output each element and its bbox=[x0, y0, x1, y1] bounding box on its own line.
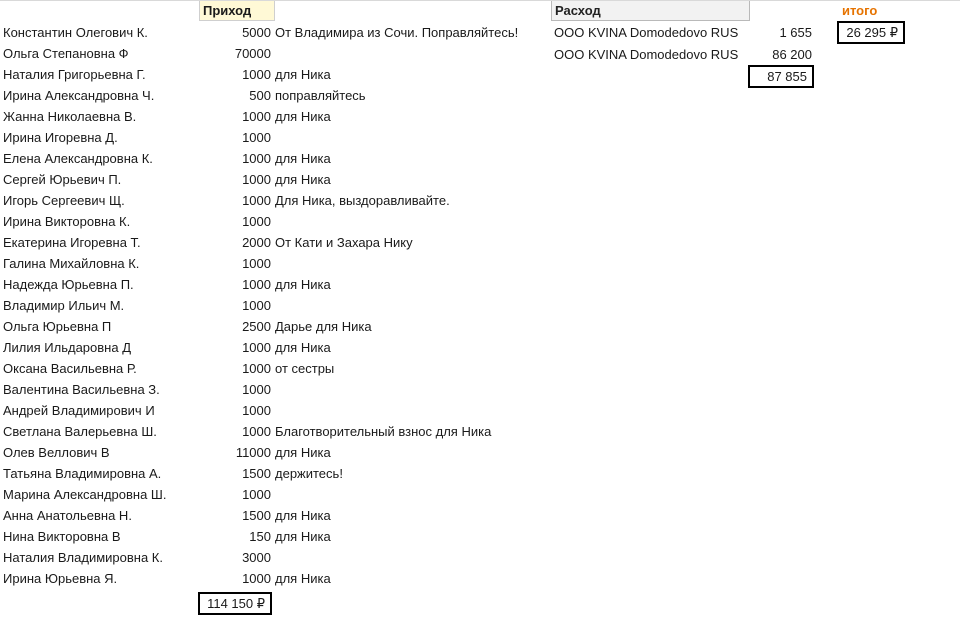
table-row bbox=[0, 22, 560, 43]
donor-name-cell[interactable]: Ирина Александровна Ч. bbox=[3, 88, 155, 103]
table-row bbox=[0, 148, 560, 169]
table-row bbox=[0, 400, 560, 421]
note-cell[interactable]: для Ника bbox=[275, 571, 331, 586]
donor-name-cell[interactable]: Анна Анатольевна Н. bbox=[3, 508, 132, 523]
table-row bbox=[0, 232, 560, 253]
donor-name-cell[interactable]: Константин Олегович К. bbox=[3, 25, 148, 40]
donor-name-cell[interactable]: Нина Викторовна В bbox=[3, 529, 121, 544]
table-row bbox=[0, 43, 560, 64]
note-cell[interactable]: Для Ника, выздоравливайте. bbox=[275, 193, 450, 208]
table-row bbox=[0, 85, 560, 106]
amount-cell[interactable]: 5000 bbox=[242, 25, 271, 40]
total-header-cell[interactable]: итого bbox=[842, 3, 878, 18]
amount-cell[interactable]: 500 bbox=[249, 88, 271, 103]
table-row bbox=[0, 211, 560, 232]
amount-cell[interactable]: 1000 bbox=[242, 277, 271, 292]
amount-cell[interactable]: 1000 bbox=[242, 172, 271, 187]
donor-name-cell[interactable]: Ирина Игоревна Д. bbox=[3, 130, 118, 145]
table-row bbox=[0, 547, 560, 568]
note-cell[interactable]: для Ника bbox=[275, 151, 331, 166]
note-cell[interactable]: От Владимира из Сочи. Поправляйтесь! bbox=[275, 25, 519, 40]
income-total-cell[interactable]: 114 150 ₽ bbox=[198, 592, 272, 615]
amount-cell[interactable]: 1000 bbox=[242, 571, 271, 586]
donor-name-cell[interactable]: Светлана Валерьевна Ш. bbox=[3, 424, 157, 439]
donor-name-cell[interactable]: Валентина Васильевна З. bbox=[3, 382, 160, 397]
amount-cell[interactable]: 1000 bbox=[242, 298, 271, 313]
donor-name-cell[interactable]: Елена Александровна К. bbox=[3, 151, 153, 166]
donor-name-cell[interactable]: Екатерина Игоревна Т. bbox=[3, 235, 141, 250]
note-cell[interactable]: от сестры bbox=[275, 361, 335, 376]
note-cell[interactable]: для Ника bbox=[275, 508, 331, 523]
table-row bbox=[0, 274, 560, 295]
amount-cell[interactable]: 70000 bbox=[234, 46, 271, 61]
donor-name-cell[interactable]: Татьяна Владимировна А. bbox=[3, 466, 162, 481]
amount-cell[interactable]: 1500 bbox=[242, 508, 271, 523]
note-cell[interactable]: Дарье для Ника bbox=[275, 319, 372, 334]
table-row bbox=[0, 568, 560, 589]
donor-name-cell[interactable]: Ирина Викторовна К. bbox=[3, 214, 131, 229]
amount-cell[interactable]: 1500 bbox=[242, 466, 271, 481]
amount-cell[interactable]: 1000 bbox=[242, 256, 271, 271]
donor-name-cell[interactable]: Надежда Юрьевна П. bbox=[3, 277, 134, 292]
table-row bbox=[0, 127, 560, 148]
note-cell[interactable]: для Ника bbox=[275, 277, 331, 292]
amount-cell[interactable]: 1000 bbox=[242, 361, 271, 376]
table-row bbox=[0, 169, 560, 190]
donor-name-cell[interactable]: Наталия Григорьевна Г. bbox=[3, 67, 146, 82]
donor-name-cell[interactable]: Ольга Юрьевна П bbox=[3, 319, 112, 334]
donor-name-cell[interactable]: Владимир Ильич М. bbox=[3, 298, 125, 313]
table-row bbox=[0, 295, 560, 316]
donor-name-cell[interactable]: Игорь Сергеевич Щ. bbox=[3, 193, 125, 208]
amount-cell[interactable]: 1000 bbox=[242, 340, 271, 355]
note-cell[interactable]: для Ника bbox=[275, 445, 331, 460]
note-cell[interactable]: поправляйтесь bbox=[275, 88, 366, 103]
amount-cell[interactable]: 1000 bbox=[242, 382, 271, 397]
table-row bbox=[0, 484, 560, 505]
expense-payee-cell[interactable]: ООО KVINA Domodedovo RUS bbox=[554, 25, 739, 40]
table-row bbox=[0, 421, 560, 442]
expense-amount-cell[interactable]: 86 200 bbox=[772, 47, 812, 62]
note-cell[interactable]: для Ника bbox=[275, 529, 331, 544]
donor-name-cell[interactable]: Андрей Владимирович И bbox=[3, 403, 155, 418]
expense-total-cell[interactable]: 87 855 bbox=[748, 65, 814, 88]
table-row bbox=[0, 337, 560, 358]
amount-cell[interactable]: 1000 bbox=[242, 130, 271, 145]
note-cell[interactable]: Благотворительный взнос для Ника bbox=[275, 424, 492, 439]
amount-cell[interactable]: 1000 bbox=[242, 214, 271, 229]
table-row bbox=[0, 190, 560, 211]
donor-name-cell[interactable]: Жанна Николаевна В. bbox=[3, 109, 137, 124]
note-cell[interactable]: для Ника bbox=[275, 340, 331, 355]
amount-cell[interactable]: 1000 bbox=[242, 109, 271, 124]
amount-cell[interactable]: 11000 bbox=[235, 445, 271, 460]
table-row bbox=[0, 316, 560, 337]
amount-cell[interactable]: 1000 bbox=[242, 487, 271, 502]
table-row bbox=[0, 379, 560, 400]
note-cell[interactable]: держитесь! bbox=[275, 466, 343, 481]
table-row bbox=[0, 463, 560, 484]
table-row bbox=[0, 253, 560, 274]
grand-total-cell[interactable]: 26 295 ₽ bbox=[837, 21, 905, 44]
expense-header-cell[interactable]: Расход bbox=[551, 1, 750, 21]
amount-cell[interactable]: 150 bbox=[249, 529, 271, 544]
amount-cell[interactable]: 1000 bbox=[242, 67, 271, 82]
donor-name-cell[interactable]: Олев Веллович В bbox=[3, 445, 110, 460]
expense-amount-cell[interactable]: 1 655 bbox=[779, 25, 812, 40]
table-row bbox=[0, 442, 560, 463]
top-divider bbox=[0, 0, 960, 1]
table-row bbox=[0, 106, 560, 127]
table-row bbox=[0, 505, 560, 526]
donor-name-cell[interactable]: Ольга Степановна Ф bbox=[3, 46, 129, 61]
amount-cell[interactable]: 1000 bbox=[242, 403, 271, 418]
amount-cell[interactable]: 2000 bbox=[242, 235, 271, 250]
table-row bbox=[0, 526, 560, 547]
donor-name-cell[interactable]: Марина Александровна Ш. bbox=[3, 487, 167, 502]
amount-cell[interactable]: 1000 bbox=[242, 424, 271, 439]
note-cell[interactable]: для Ника bbox=[275, 172, 331, 187]
amount-cell[interactable]: 1000 bbox=[242, 151, 271, 166]
note-cell[interactable]: От Кати и Захара Нику bbox=[275, 235, 413, 250]
donor-name-cell[interactable]: Сергей Юрьевич П. bbox=[3, 172, 122, 187]
table-row bbox=[0, 64, 560, 85]
donor-name-cell[interactable]: Наталия Владимировна К. bbox=[3, 550, 163, 565]
expense-payee-cell[interactable]: ООО KVINA Domodedovo RUS bbox=[554, 47, 739, 62]
donor-name-cell[interactable]: Галина Михайловна К. bbox=[3, 256, 140, 271]
donor-name-cell[interactable]: Оксана Васильевна Р. bbox=[3, 361, 137, 376]
income-header-cell[interactable]: Приход bbox=[199, 1, 275, 21]
donor-name-cell[interactable]: Лилия Ильдаровна Д bbox=[3, 340, 132, 355]
amount-cell[interactable]: 1000 bbox=[242, 193, 271, 208]
note-cell[interactable]: для Ника bbox=[275, 67, 331, 82]
amount-cell[interactable]: 3000 bbox=[242, 550, 271, 565]
amount-cell[interactable]: 2500 bbox=[242, 319, 271, 334]
table-row bbox=[0, 358, 560, 379]
donor-name-cell[interactable]: Ирина Юрьевна Я. bbox=[3, 571, 118, 586]
note-cell[interactable]: для Ника bbox=[275, 109, 331, 124]
